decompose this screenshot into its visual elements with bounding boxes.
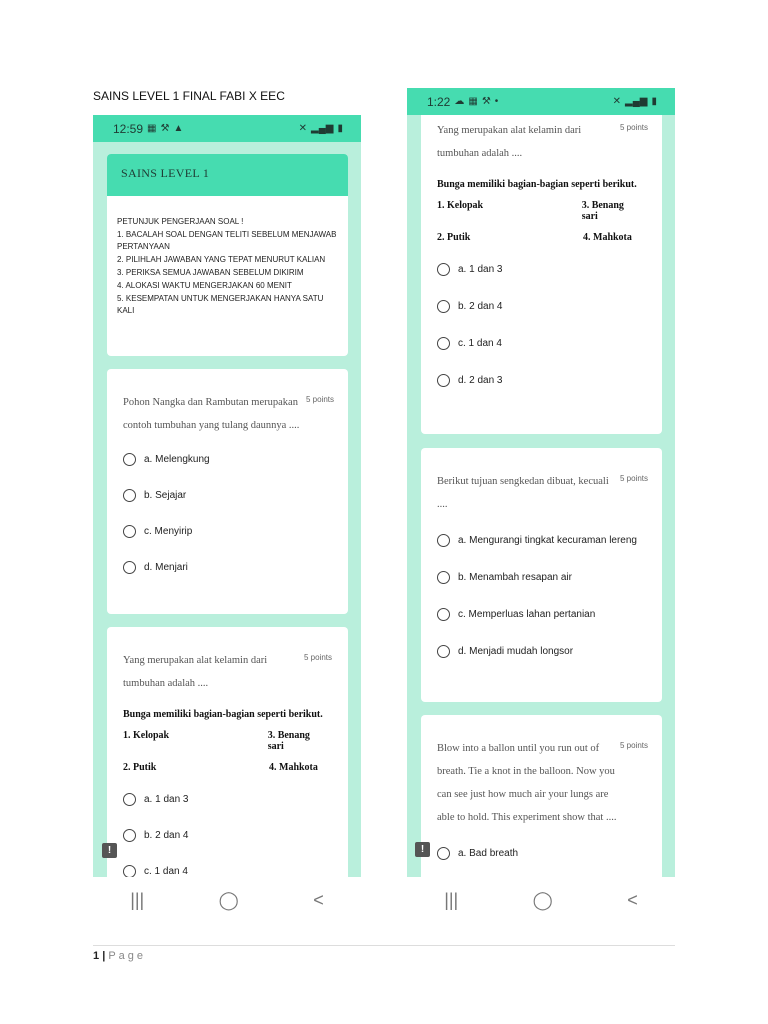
radio-button-icon[interactable] [123, 829, 136, 842]
instruction-line: 2. PILIHLAH JAWABAN YANG TEPAT MENURUT KALIAN [117, 255, 326, 264]
extra-item: 1. Kelopak [123, 730, 170, 741]
radio-button-icon[interactable] [123, 489, 136, 502]
option-label: c. 1 dan 4 [458, 337, 502, 349]
question-text: Yang merupakan alat kelamin dari tumbuhan adalah .... [123, 655, 268, 689]
feedback-icon[interactable]: ! [415, 842, 430, 857]
dot-icon: • [494, 95, 499, 107]
extra-item: 3. Benang sari [581, 200, 624, 222]
question-text: Berikut tujuan sengkedan dibuat, kecuali .... [437, 476, 609, 510]
calendar-icon: ▦ [147, 122, 157, 134]
signal-icon: ▂▄▆ [311, 122, 334, 134]
warning-icon: ▲ [173, 122, 184, 134]
option-label: d. Menjadi mudah longsor [458, 645, 574, 657]
radio-button-icon[interactable] [437, 374, 450, 387]
extra-item: 2. Putik [123, 762, 157, 773]
answer-option[interactable] [437, 567, 662, 587]
question-points: 5 points [619, 123, 648, 132]
status-bar [407, 88, 675, 115]
form-title: SAINS LEVEL 1 [107, 154, 348, 196]
question-card [107, 627, 348, 877]
wrench-icon: ⚒ [160, 122, 170, 134]
wrench-icon: ⚒ [481, 95, 491, 107]
answer-option[interactable] [123, 825, 348, 845]
radio-button-icon[interactable] [123, 525, 136, 538]
question-extra-title: Bunga memiliki bagian-bagian seperti berikut. [123, 709, 323, 720]
option-label: b. Menambah resapan air [458, 571, 572, 583]
instruction-line: 4. ALOKASI WAKTU MENGERJAKAN 60 MENIT [117, 281, 292, 290]
battery-icon: ▮ [651, 95, 657, 107]
extra-item: 1. Kelopak [437, 200, 484, 211]
radio-button-icon[interactable] [123, 865, 136, 878]
right-phone-screenshot [407, 88, 675, 877]
left-phone-screenshot [93, 115, 361, 877]
question-points: 5 points [619, 474, 648, 483]
instruction-line: 1. BACALAH SOAL DENGAN TELITI SEBELUM MENJAWAB PERTANYAAN [117, 230, 337, 251]
question-points: 5 points [305, 395, 334, 404]
answer-option[interactable] [123, 557, 348, 577]
answer-option[interactable] [123, 449, 348, 469]
page-number: 1 [93, 950, 100, 962]
answer-option[interactable] [123, 861, 348, 877]
page-label: Page [108, 950, 147, 962]
extra-item: 4. Mahkota [269, 762, 318, 773]
answer-option[interactable] [437, 604, 662, 624]
radio-button-icon[interactable] [437, 263, 450, 276]
answer-option[interactable] [437, 259, 662, 279]
option-label: c. 1 dan 4 [144, 865, 188, 877]
document-title: SAINS LEVEL 1 FINAL FABI X EEC [93, 89, 285, 103]
home-icon[interactable]: ◯ [532, 889, 553, 910]
radio-button-icon[interactable] [437, 534, 450, 547]
answer-option[interactable] [437, 843, 662, 863]
answer-option[interactable] [123, 789, 348, 809]
cloud-icon: ☁ [454, 95, 465, 107]
radio-button-icon[interactable] [437, 337, 450, 350]
instructions [107, 196, 348, 317]
question-card [107, 369, 348, 614]
answer-option[interactable] [437, 641, 662, 661]
option-label: a. Mengurangi tingkat kecuraman lereng [458, 534, 637, 546]
option-label: d. 2 dan 3 [458, 374, 503, 386]
option-label: a. 1 dan 3 [458, 263, 503, 275]
calendar-icon: ▦ [468, 95, 478, 107]
back-icon[interactable]: < [313, 889, 324, 910]
answer-option[interactable] [437, 370, 662, 390]
question-card [421, 448, 662, 702]
question-card [421, 715, 662, 877]
extra-item: 2. Putik [437, 232, 471, 243]
radio-button-icon[interactable] [437, 300, 450, 313]
radio-button-icon[interactable] [437, 608, 450, 621]
answer-option[interactable] [123, 521, 348, 541]
question-text: Yang merupakan alat kelamin dari tumbuhan adalah .... [437, 125, 582, 159]
radio-button-icon[interactable] [123, 453, 136, 466]
option-label: b. 2 dan 4 [144, 829, 189, 841]
extra-item: 4. Mahkota [583, 232, 632, 243]
answer-option[interactable] [437, 530, 662, 550]
android-navbar [93, 877, 361, 923]
answer-option[interactable] [123, 485, 348, 505]
radio-button-icon[interactable] [437, 645, 450, 658]
feedback-icon[interactable]: ! [102, 843, 117, 858]
option-label: c. Menyirip [144, 525, 193, 537]
question-points: 5 points [303, 653, 332, 662]
option-label: c. Memperluas lahan pertanian [458, 608, 596, 620]
android-navbar [407, 877, 675, 923]
status-bar [93, 115, 361, 142]
footer-separator: | [102, 950, 106, 962]
question-text: Blow into a ballon until you run out of breath. Tie a knot in the balloon. Now you can see just how much air your lungs are able to hold. This experiment show that .... [437, 743, 617, 823]
option-label: b. Sejajar [144, 489, 187, 501]
recent-apps-icon[interactable]: ||| [444, 889, 459, 910]
back-icon[interactable]: < [627, 889, 638, 910]
option-label: a. Melengkung [144, 453, 210, 465]
instruction-line: PETUNJUK PENGERJAAN SOAL ! [117, 217, 244, 226]
battery-icon: ▮ [337, 122, 343, 134]
radio-button-icon[interactable] [437, 571, 450, 584]
home-icon[interactable]: ◯ [218, 889, 239, 910]
radio-button-icon[interactable] [123, 793, 136, 806]
radio-button-icon[interactable] [123, 561, 136, 574]
question-points: 5 points [619, 741, 648, 750]
radio-button-icon[interactable] [437, 847, 450, 860]
recent-apps-icon[interactable]: ||| [130, 889, 145, 910]
option-label: a. 1 dan 3 [144, 793, 189, 805]
option-label: b. 2 dan 4 [458, 300, 503, 312]
extra-item: 3. Benang sari [267, 730, 310, 752]
form-header-card [107, 154, 348, 356]
page-footer [93, 950, 146, 962]
mute-icon: ✕ [612, 95, 622, 107]
instruction-line: 3. PERIKSA SEMUA JAWABAN SEBELUM DIKIRIM [117, 268, 304, 277]
question-extra-title: Bunga memiliki bagian-bagian seperti berikut. [437, 179, 637, 190]
footer-divider [93, 945, 675, 946]
status-time: 12:59 [113, 121, 144, 136]
status-time: 1:22 [427, 94, 451, 109]
signal-icon: ▂▄▆ [625, 95, 648, 107]
answer-option[interactable] [437, 296, 662, 316]
option-label: d. Menjari [144, 561, 188, 573]
mute-icon: ✕ [298, 122, 308, 134]
question-text: Pohon Nangka dan Rambutan merupakan contoh tumbuhan yang tulang daunnya .... [123, 397, 300, 431]
instruction-line: 5. KESEMPATAN UNTUK MENGERJAKAN HANYA SATU KALI [117, 294, 324, 315]
question-card [421, 115, 662, 434]
answer-option[interactable] [437, 333, 662, 353]
option-label: a. Bad breath [458, 847, 519, 859]
